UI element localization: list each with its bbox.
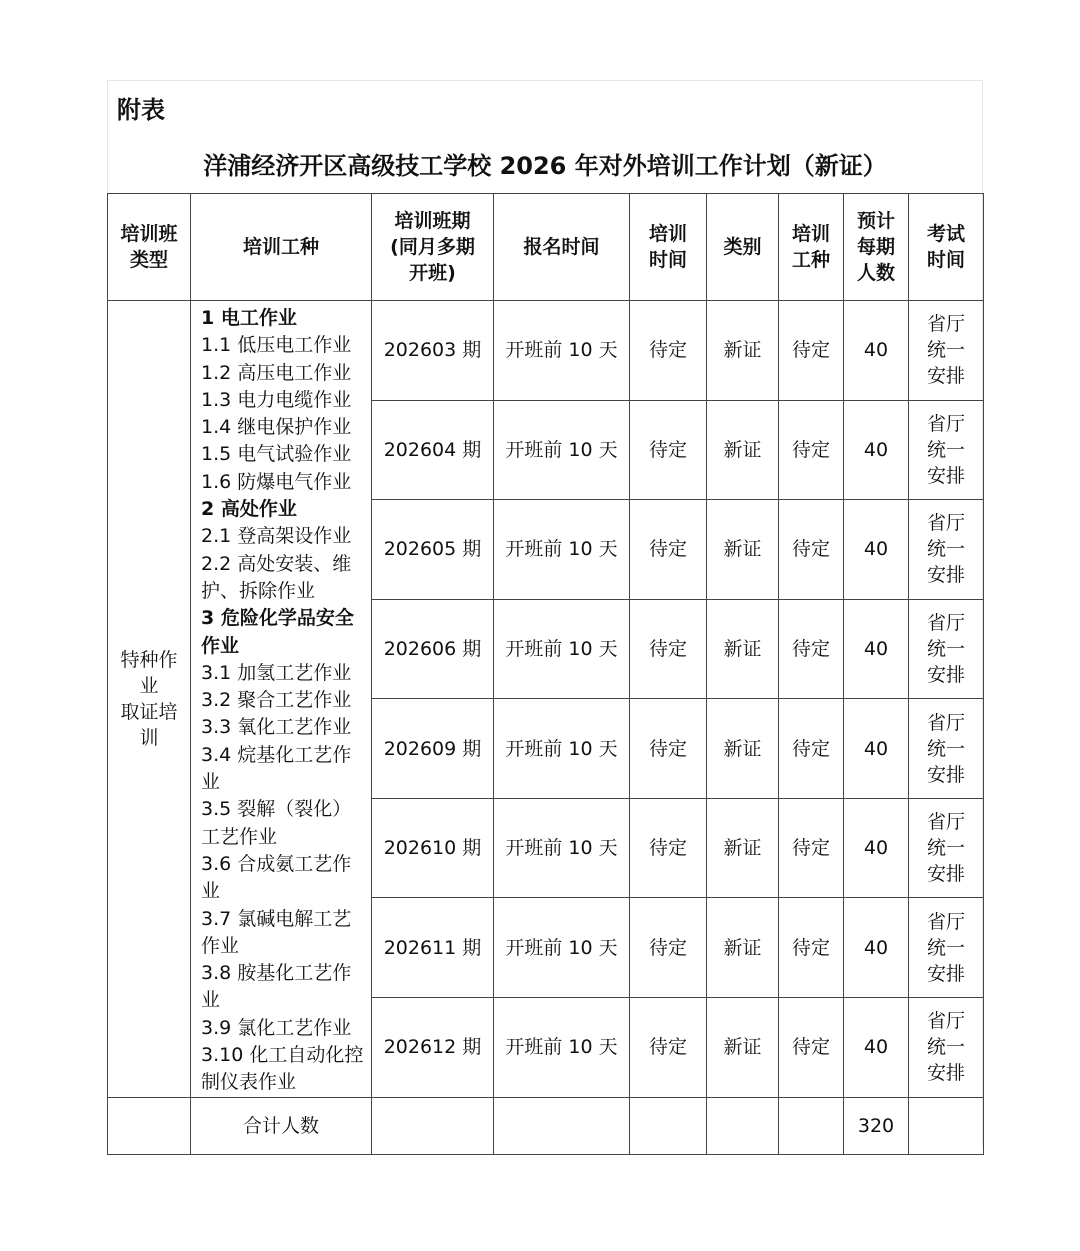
- document-title: 洋浦经济开区高级技工学校 2026 年对外培训工作计划（新证）: [203, 152, 887, 180]
- category-cell: 新证: [707, 699, 779, 799]
- train-time-cell: 待定: [630, 301, 707, 401]
- work-type-item: 3.2 聚合工艺作业: [201, 689, 352, 712]
- category-cell: 新证: [707, 898, 779, 998]
- period-cell: 202609 期: [372, 699, 494, 799]
- table-row: [108, 301, 984, 401]
- train-time-cell: 待定: [630, 997, 707, 1097]
- train-work-cell: 待定: [779, 599, 844, 699]
- empty-cell: [707, 1097, 779, 1154]
- expected-count-cell: 40: [844, 699, 909, 799]
- exam-time-cell: 省厅 统一 安排: [909, 798, 984, 898]
- signup-cell: 开班前 10 天: [494, 400, 630, 500]
- expected-count-cell: 40: [844, 500, 909, 600]
- work-type-item: 2 高处作业: [201, 498, 297, 521]
- empty-cell: [909, 1097, 984, 1154]
- signup-cell: 开班前 10 天: [494, 699, 630, 799]
- class-type-cell: 特种作 业 取证培 训: [108, 301, 191, 1098]
- expected-count-cell: 40: [844, 599, 909, 699]
- total-value: 320: [844, 1097, 909, 1154]
- total-row: [108, 1097, 984, 1154]
- work-type-item: 3.6 合成氨工艺作业: [201, 852, 352, 903]
- period-cell: 202612 期: [372, 997, 494, 1097]
- exam-time-cell: 省厅 统一 安排: [909, 500, 984, 600]
- header-class-type: 培训班 类型: [108, 194, 191, 301]
- empty-cell: [494, 1097, 630, 1154]
- period-cell: 202611 期: [372, 898, 494, 998]
- expected-count-cell: 40: [844, 898, 909, 998]
- work-type-item: 3.4 烷基化工艺作业: [201, 743, 352, 794]
- train-work-cell: 待定: [779, 798, 844, 898]
- train-time-cell: 待定: [630, 500, 707, 600]
- header-train-work: 培训 工种: [779, 194, 844, 301]
- expected-count-cell: 40: [844, 301, 909, 401]
- category-cell: 新证: [707, 500, 779, 600]
- category-cell: 新证: [707, 997, 779, 1097]
- work-type-item: 1.4 继电保护作业: [201, 416, 352, 439]
- work-type-item: 3.7 氯碱电解工艺作业: [201, 907, 352, 957]
- work-type-item: 3.3 氧化工艺作业: [201, 716, 352, 739]
- train-time-cell: 待定: [630, 699, 707, 799]
- header-category: 类别: [707, 194, 779, 301]
- category-cell: 新证: [707, 599, 779, 699]
- work-type-item: 3 危险化学品安全作业: [201, 607, 354, 657]
- work-type-item: 1.3 电力电缆作业: [201, 388, 352, 411]
- work-type-item: 2.1 登高架设作业: [201, 525, 352, 548]
- header-row: [108, 194, 984, 301]
- train-time-cell: 待定: [630, 898, 707, 998]
- exam-time-cell: 省厅 统一 安排: [909, 301, 984, 401]
- signup-cell: 开班前 10 天: [494, 599, 630, 699]
- work-type-item: 1.5 电气试验作业: [201, 443, 352, 466]
- category-cell: 新证: [707, 400, 779, 500]
- expected-count-cell: 40: [844, 400, 909, 500]
- work-type-item: 3.10 化工自动化控制仪表作业: [201, 1044, 364, 1094]
- train-work-cell: 待定: [779, 500, 844, 600]
- exam-time-cell: 省厅 统一 安排: [909, 898, 984, 998]
- work-type-item: 1 电工作业: [201, 307, 297, 329]
- empty-cell: [372, 1097, 494, 1154]
- header-expected-count: 预计 每期 人数: [844, 194, 909, 301]
- train-work-cell: 待定: [779, 898, 844, 998]
- total-empty-cell: [108, 1097, 191, 1154]
- signup-cell: 开班前 10 天: [494, 997, 630, 1097]
- expected-count-cell: 40: [844, 997, 909, 1097]
- period-cell: 202605 期: [372, 500, 494, 600]
- work-type-list: [191, 301, 372, 1098]
- expected-count-cell: 40: [844, 798, 909, 898]
- exam-time-cell: 省厅 统一 安排: [909, 997, 984, 1097]
- work-type-item: 3.8 胺基化工艺作业: [201, 962, 352, 1012]
- train-work-cell: 待定: [779, 400, 844, 500]
- empty-cell: [630, 1097, 707, 1154]
- train-work-cell: 待定: [779, 997, 844, 1097]
- exam-time-cell: 省厅 统一 安排: [909, 599, 984, 699]
- train-time-cell: 待定: [630, 599, 707, 699]
- work-type-item: 1.6 防爆电气作业: [201, 470, 352, 493]
- empty-cell: [779, 1097, 844, 1154]
- period-cell: 202604 期: [372, 400, 494, 500]
- work-type-item: 3.9 氯化工艺作业: [201, 1016, 352, 1039]
- total-label: 合计人数: [191, 1097, 372, 1154]
- work-type-item: 2.2 高处安装、维护、拆除作业: [201, 552, 352, 602]
- appendix-label: 附表: [117, 96, 165, 124]
- header-signup-time: 报名时间: [494, 194, 630, 301]
- train-work-cell: 待定: [779, 301, 844, 401]
- period-cell: 202606 期: [372, 599, 494, 699]
- work-type-item: 1.1 低压电工作业: [201, 334, 352, 357]
- work-type-item: 3.1 加氢工艺作业: [201, 661, 352, 684]
- header-work-type: 培训工种: [191, 194, 372, 301]
- header-train-time: 培训 时间: [630, 194, 707, 301]
- category-cell: 新证: [707, 301, 779, 401]
- signup-cell: 开班前 10 天: [494, 798, 630, 898]
- train-work-cell: 待定: [779, 699, 844, 799]
- train-time-cell: 待定: [630, 400, 707, 500]
- train-time-cell: 待定: [630, 798, 707, 898]
- exam-time-cell: 省厅 统一 安排: [909, 400, 984, 500]
- category-cell: 新证: [707, 798, 779, 898]
- work-type-item: 3.5 裂解（裂化）工艺作业: [201, 798, 352, 848]
- training-plan-table: [107, 193, 984, 1155]
- period-cell: 202610 期: [372, 798, 494, 898]
- signup-cell: 开班前 10 天: [494, 301, 630, 401]
- header-period: 培训班期 (同月多期 开班): [372, 194, 494, 301]
- period-cell: 202603 期: [372, 301, 494, 401]
- signup-cell: 开班前 10 天: [494, 898, 630, 998]
- signup-cell: 开班前 10 天: [494, 500, 630, 600]
- header-exam-time: 考试 时间: [909, 194, 984, 301]
- exam-time-cell: 省厅 统一 安排: [909, 699, 984, 799]
- work-type-item: 1.2 高压电工作业: [201, 361, 352, 384]
